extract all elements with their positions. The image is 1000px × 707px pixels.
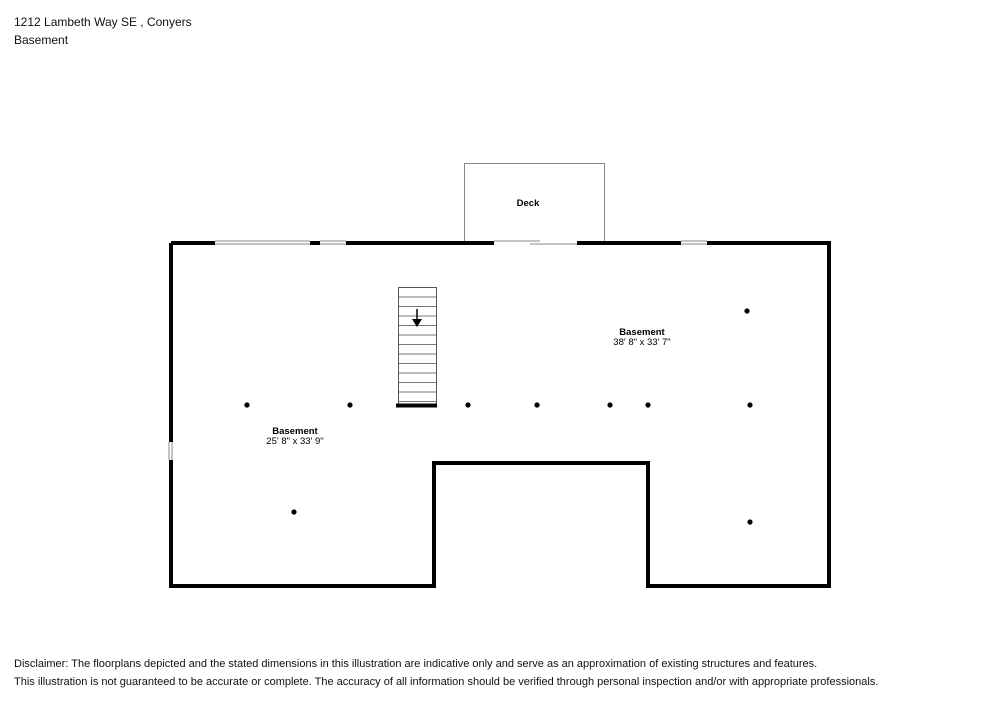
deck-label: Deck bbox=[516, 198, 540, 209]
fixture-dot bbox=[747, 402, 752, 407]
fixture-dot bbox=[347, 402, 352, 407]
fixture-dot bbox=[645, 402, 650, 407]
property-address: 1212 Lambeth Way SE , Conyers bbox=[14, 15, 192, 29]
basement-right-label: Basement bbox=[619, 327, 665, 338]
fixture-dot bbox=[465, 402, 470, 407]
fixture-dot bbox=[607, 402, 612, 407]
basement-left-dimensions: 25' 8" x 33' 9" bbox=[266, 436, 324, 447]
fixture-dot bbox=[291, 509, 296, 514]
disclaimer-line-2: This illustration is not guaranteed to be accurate or complete. The accuracy of all information should be verified through personal inspection and/or with appropriate professionals. bbox=[14, 676, 879, 688]
fixture-dot bbox=[744, 308, 749, 313]
staircase bbox=[396, 288, 437, 406]
fixture-dot bbox=[534, 402, 539, 407]
floor-name: Basement bbox=[14, 33, 69, 47]
basement-right-dimensions: 38' 8" x 33' 7" bbox=[613, 337, 671, 348]
basement-left-label: Basement bbox=[272, 426, 318, 437]
stair-outline bbox=[399, 288, 437, 405]
exterior-walls bbox=[171, 243, 829, 586]
fixture-dot bbox=[747, 519, 752, 524]
fixtures bbox=[244, 308, 752, 524]
fixture-dot bbox=[244, 402, 249, 407]
disclaimer-line-1: Disclaimer: The floorplans depicted and the stated dimensions in this illustration are indicative only and serve as an approximation of existing structures and features. bbox=[14, 658, 818, 670]
